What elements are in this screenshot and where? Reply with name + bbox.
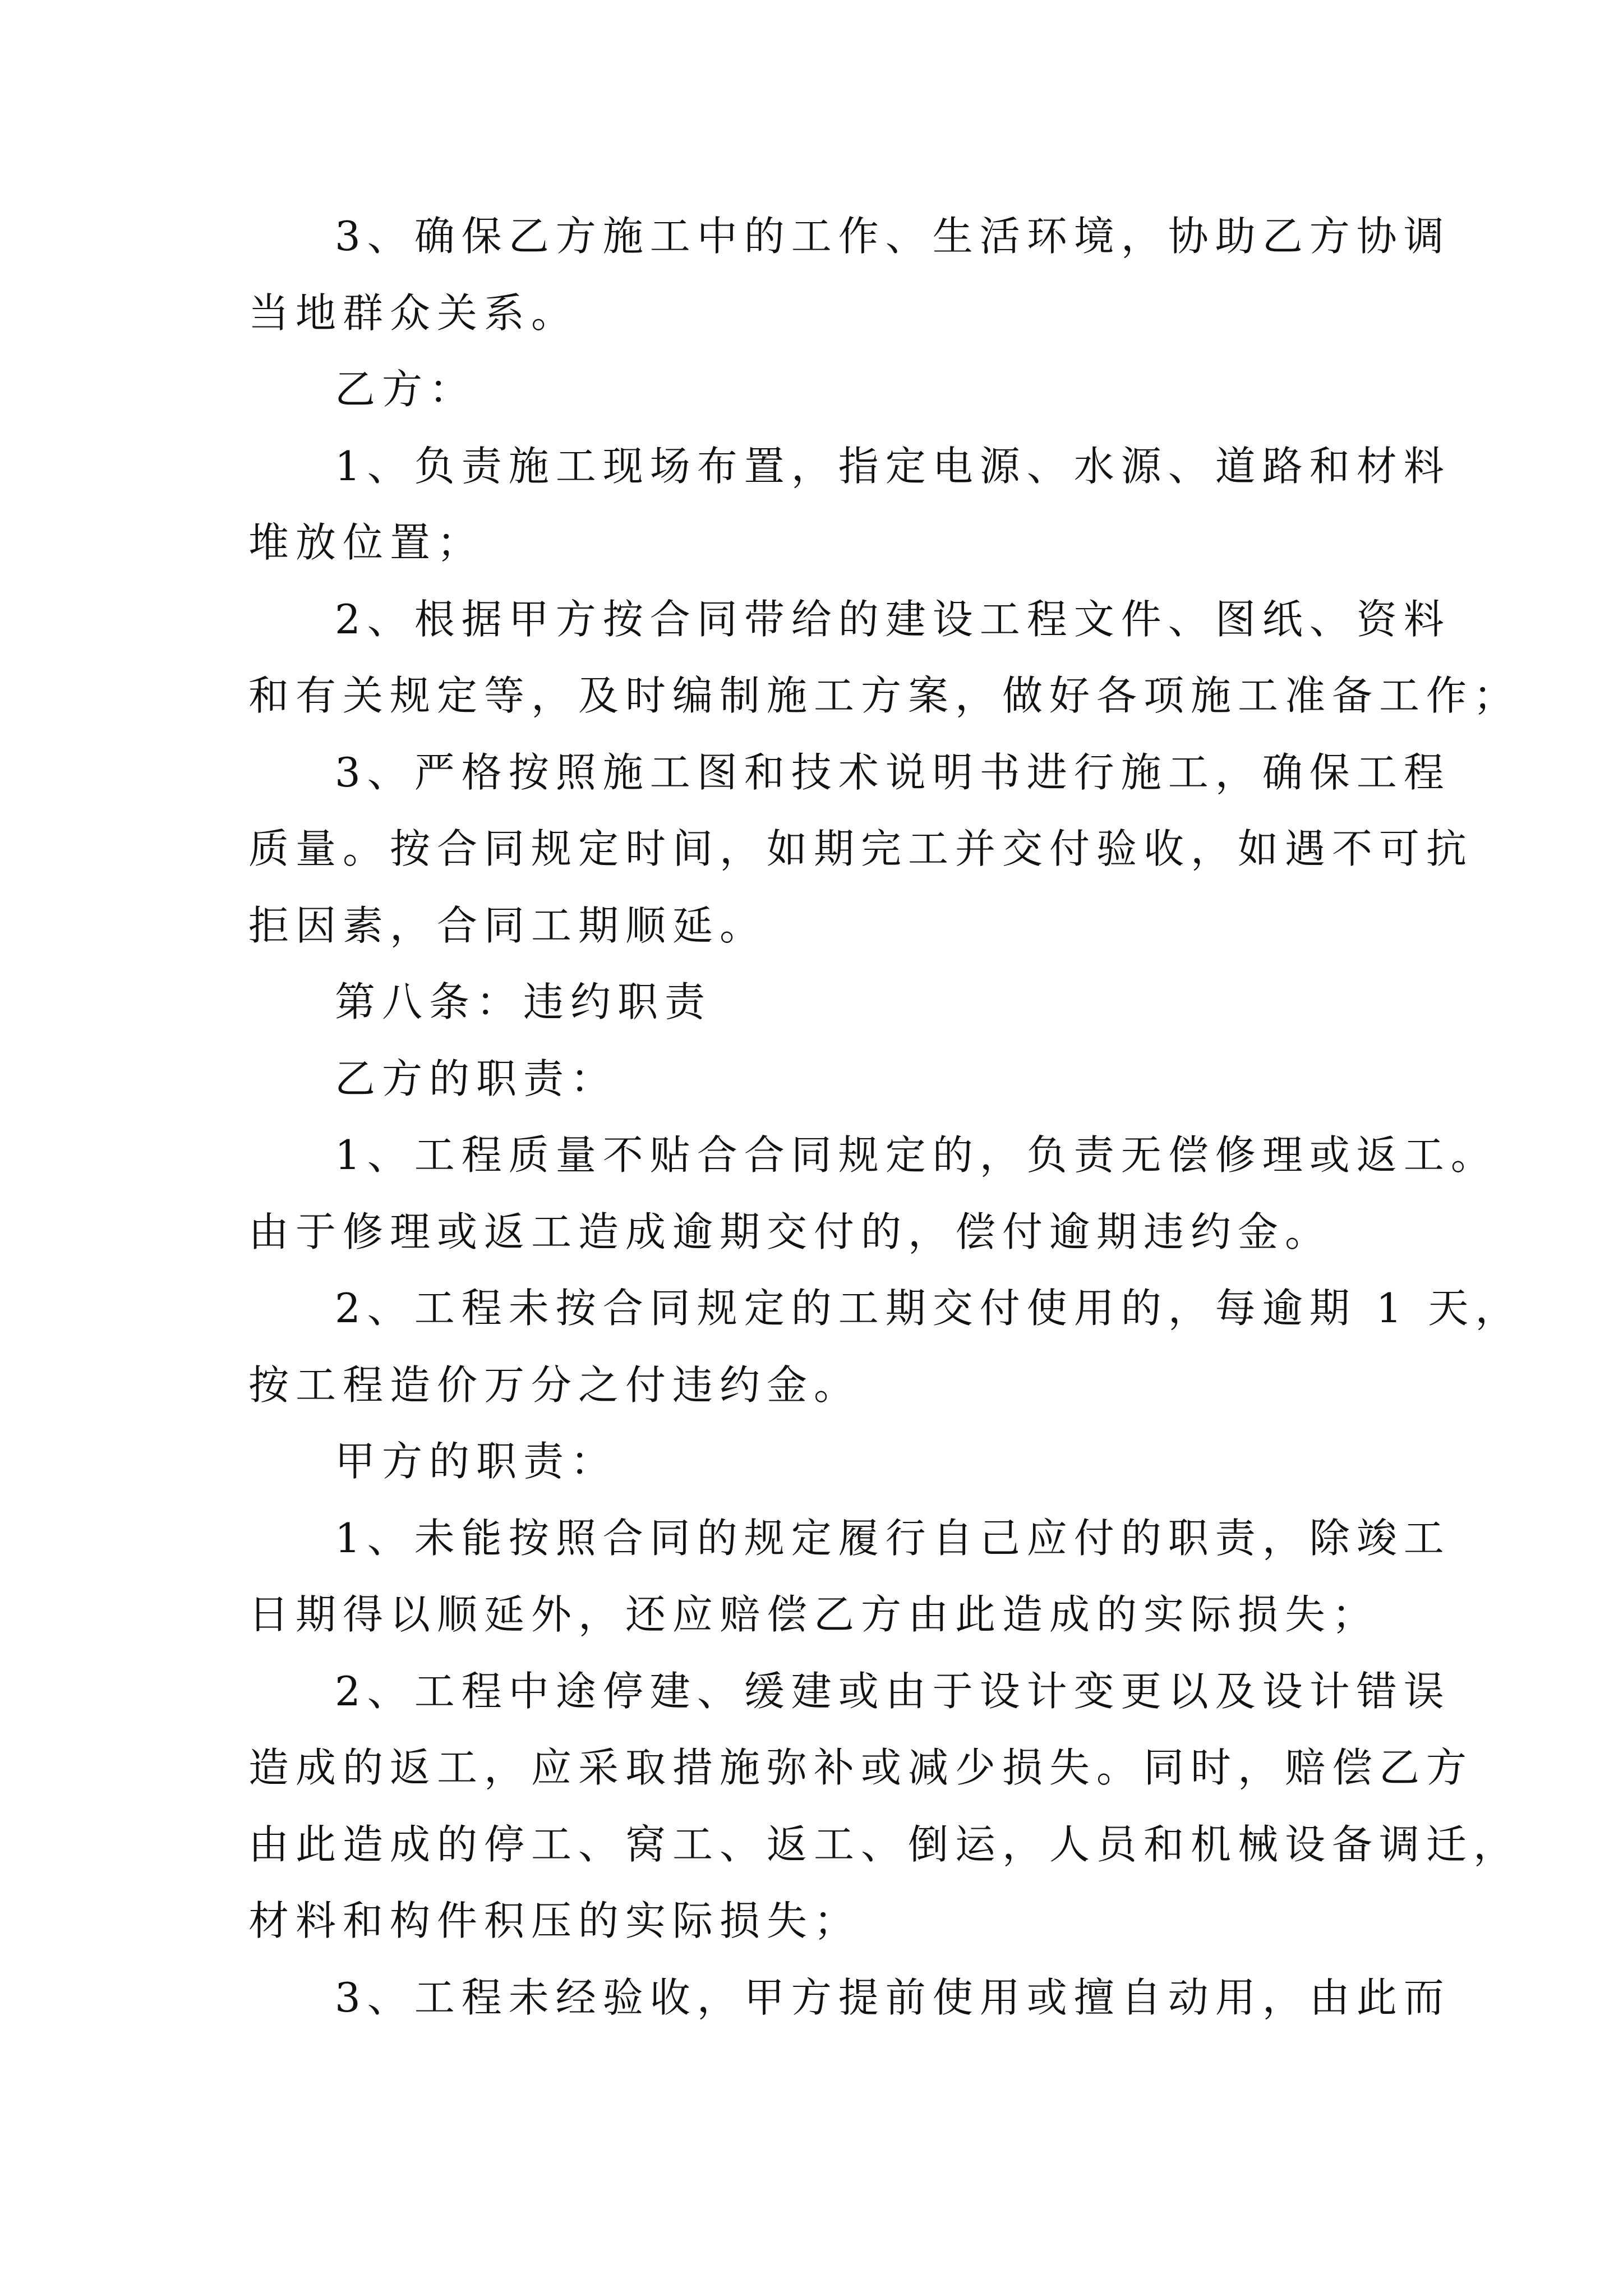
paragraph-line: 3、确保乙方施工中的工作、生活环境，协助乙方协调 — [335, 213, 1451, 260]
paragraph-line: 堆放位置； — [248, 519, 485, 566]
article-heading: 第八条：违约职责 — [335, 978, 712, 1025]
paragraph-line: 1、负责施工现场布置，指定电源、水源、道路和材料 — [335, 442, 1451, 490]
paragraph-line: 由于修理或返工造成逾期交付的，偿付逾期违约金。 — [248, 1208, 1332, 1255]
paragraph-line: 当地群众关系。 — [248, 289, 579, 337]
paragraph-line: 3、严格按照施工图和技术说明书进行施工，确保工程 — [335, 748, 1451, 796]
paragraph-line: 2、根据甲方按合同带给的建设工程文件、图纸、资料 — [335, 595, 1451, 643]
paragraph-line: 3、工程未经验收，甲方提前使用或擅自动用，由此而 — [335, 1973, 1451, 2021]
section-label: 乙方： — [335, 366, 477, 413]
paragraph-line: 2、工程中途停建、缓建或由于设计变更以及设计错误 — [335, 1667, 1451, 1715]
paragraph-line: 1、工程质量不贴合合同规定的，负责无偿修理或返工。 — [335, 1131, 1498, 1179]
paragraph-line: 和有关规定等，及时编制施工方案，做好各项施工准备工作； — [248, 672, 1521, 719]
paragraph-line: 质量。按合同规定时间，如期完工并交付验收，如遇不可抗 — [248, 825, 1474, 872]
paragraph-line: 2、工程未按合同规定的工期交付使用的，每逾期 1 天， — [335, 1285, 1523, 1332]
paragraph-line: 造成的返工，应采取措施弥补或减少损失。同时，赔偿乙方 — [248, 1744, 1474, 1791]
paragraph-line: 按工程造价万分之付违约金。 — [248, 1361, 861, 1409]
paragraph-line: 拒因素，合同工期顺延。 — [248, 901, 767, 949]
document-body — [248, 198, 1523, 2036]
paragraph-line: 1、未能按照合同的规定履行自己应付的职责，除竣工 — [335, 1514, 1451, 1562]
paragraph-line: 由此造成的停工、窝工、返工、倒运，人员和机械设备调迁， — [248, 1820, 1521, 1868]
paragraph-line: 日期得以顺延外，还应赔偿乙方由此造成的实际损失； — [248, 1591, 1380, 1638]
paragraph-line: 材料和构件积压的实际损失； — [248, 1897, 861, 1944]
section-label: 乙方的职责： — [335, 1055, 618, 1102]
section-label: 甲方的职责： — [335, 1438, 618, 1485]
